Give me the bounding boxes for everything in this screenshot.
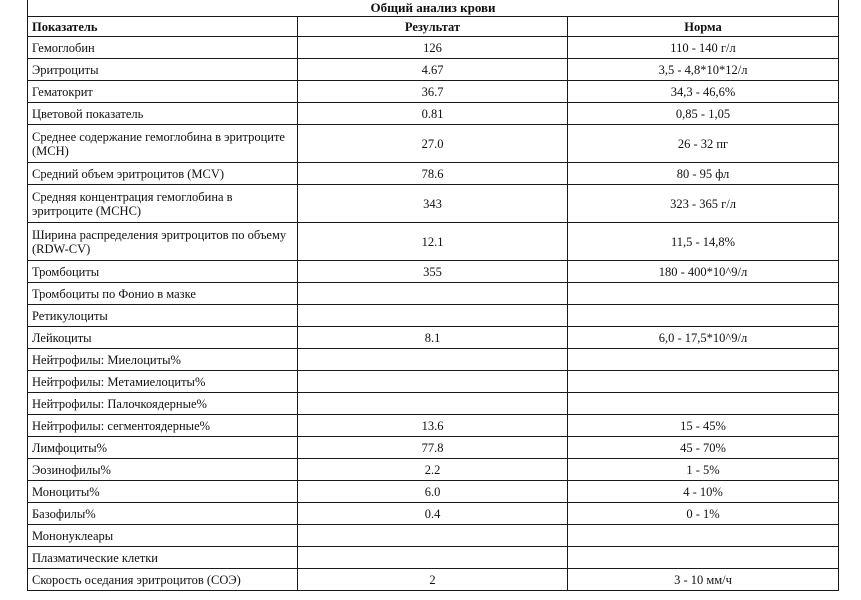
table-row	[28, 327, 839, 349]
indicator-cell: Нейтрофилы: сегментоядерные%	[28, 415, 298, 437]
table-row	[28, 459, 839, 481]
indicator-cell: Плазматические клетки	[28, 547, 298, 569]
norm-cell: 11,5 - 14,8%	[568, 223, 839, 261]
norm-cell	[568, 393, 839, 415]
column-header-indicator: Показатель	[28, 17, 298, 37]
result-cell: 355	[298, 261, 568, 283]
table-row	[28, 261, 839, 283]
result-cell: 2.2	[298, 459, 568, 481]
indicator-cell: Нейтрофилы: Палочкоядерные%	[28, 393, 298, 415]
result-cell	[298, 393, 568, 415]
table-header-row	[28, 17, 839, 37]
result-cell: 0.4	[298, 503, 568, 525]
table-row	[28, 163, 839, 185]
result-cell	[298, 371, 568, 393]
result-cell: 0.81	[298, 103, 568, 125]
norm-cell: 3,5 - 4,8*10*12/л	[568, 59, 839, 81]
table-row	[28, 283, 839, 305]
norm-cell: 15 - 45%	[568, 415, 839, 437]
result-cell: 4.67	[298, 59, 568, 81]
blood-test-sheet	[27, 0, 838, 591]
table-row	[28, 569, 839, 591]
blood-test-table	[27, 0, 839, 591]
norm-cell	[568, 371, 839, 393]
indicator-cell: Моноциты%	[28, 481, 298, 503]
norm-cell: 4 - 10%	[568, 481, 839, 503]
norm-cell	[568, 547, 839, 569]
table-row	[28, 437, 839, 459]
result-cell: 8.1	[298, 327, 568, 349]
indicator-cell: Ретикулоциты	[28, 305, 298, 327]
table-row	[28, 503, 839, 525]
column-header-result: Результат	[298, 17, 568, 37]
column-header-norm: Норма	[568, 17, 839, 37]
norm-cell: 80 - 95 фл	[568, 163, 839, 185]
indicator-cell: Цветовой показатель	[28, 103, 298, 125]
result-cell	[298, 283, 568, 305]
table-row	[28, 481, 839, 503]
indicator-cell: Ширина распределения эритроцитов по объему (RDW-CV)	[28, 223, 298, 261]
norm-cell	[568, 283, 839, 305]
indicator-cell: Гемоглобин	[28, 37, 298, 59]
table-row	[28, 525, 839, 547]
indicator-cell: Лейкоциты	[28, 327, 298, 349]
norm-cell: 180 - 400*10^9/л	[568, 261, 839, 283]
norm-cell: 323 - 365 г/л	[568, 185, 839, 223]
table-row	[28, 415, 839, 437]
result-cell: 77.8	[298, 437, 568, 459]
indicator-cell: Базофилы%	[28, 503, 298, 525]
result-cell: 27.0	[298, 125, 568, 163]
table-row	[28, 393, 839, 415]
norm-cell: 6,0 - 17,5*10^9/л	[568, 327, 839, 349]
table-row	[28, 185, 839, 223]
table-row	[28, 371, 839, 393]
norm-cell	[568, 305, 839, 327]
result-cell: 6.0	[298, 481, 568, 503]
norm-cell	[568, 525, 839, 547]
indicator-cell: Лимфоциты%	[28, 437, 298, 459]
indicator-cell: Нейтрофилы: Метамиелоциты%	[28, 371, 298, 393]
indicator-cell: Эритроциты	[28, 59, 298, 81]
norm-cell: 0,85 - 1,05	[568, 103, 839, 125]
table-row	[28, 305, 839, 327]
result-cell: 12.1	[298, 223, 568, 261]
result-cell	[298, 305, 568, 327]
result-cell	[298, 349, 568, 371]
indicator-cell: Гематокрит	[28, 81, 298, 103]
table-row	[28, 81, 839, 103]
norm-cell: 110 - 140 г/л	[568, 37, 839, 59]
indicator-cell: Эозинофилы%	[28, 459, 298, 481]
table-row	[28, 103, 839, 125]
indicator-cell: Скорость оседания эритроцитов (СОЭ)	[28, 569, 298, 591]
result-cell: 343	[298, 185, 568, 223]
table-title: Общий анализ крови	[28, 0, 839, 17]
result-cell: 13.6	[298, 415, 568, 437]
table-row	[28, 223, 839, 261]
table-row	[28, 37, 839, 59]
result-cell: 78.6	[298, 163, 568, 185]
table-title-row	[28, 0, 839, 17]
indicator-cell: Средний объем эритроцитов (MCV)	[28, 163, 298, 185]
table-body	[28, 37, 839, 591]
result-cell: 126	[298, 37, 568, 59]
norm-cell: 3 - 10 мм/ч	[568, 569, 839, 591]
result-cell: 36.7	[298, 81, 568, 103]
norm-cell	[568, 349, 839, 371]
table-row	[28, 349, 839, 371]
indicator-cell: Нейтрофилы: Миелоциты%	[28, 349, 298, 371]
norm-cell: 34,3 - 46,6%	[568, 81, 839, 103]
norm-cell: 45 - 70%	[568, 437, 839, 459]
table-row	[28, 59, 839, 81]
result-cell	[298, 525, 568, 547]
indicator-cell: Мононуклеары	[28, 525, 298, 547]
norm-cell: 0 - 1%	[568, 503, 839, 525]
result-cell: 2	[298, 569, 568, 591]
table-row	[28, 547, 839, 569]
indicator-cell: Тромбоциты	[28, 261, 298, 283]
table-row	[28, 125, 839, 163]
indicator-cell: Средняя концентрация гемоглобина в эритроците (МСНС)	[28, 185, 298, 223]
norm-cell: 26 - 32 пг	[568, 125, 839, 163]
result-cell	[298, 547, 568, 569]
indicator-cell: Тромбоциты по Фонио в мазке	[28, 283, 298, 305]
indicator-cell: Среднее содержание гемоглобина в эритроците (МСН)	[28, 125, 298, 163]
norm-cell: 1 - 5%	[568, 459, 839, 481]
